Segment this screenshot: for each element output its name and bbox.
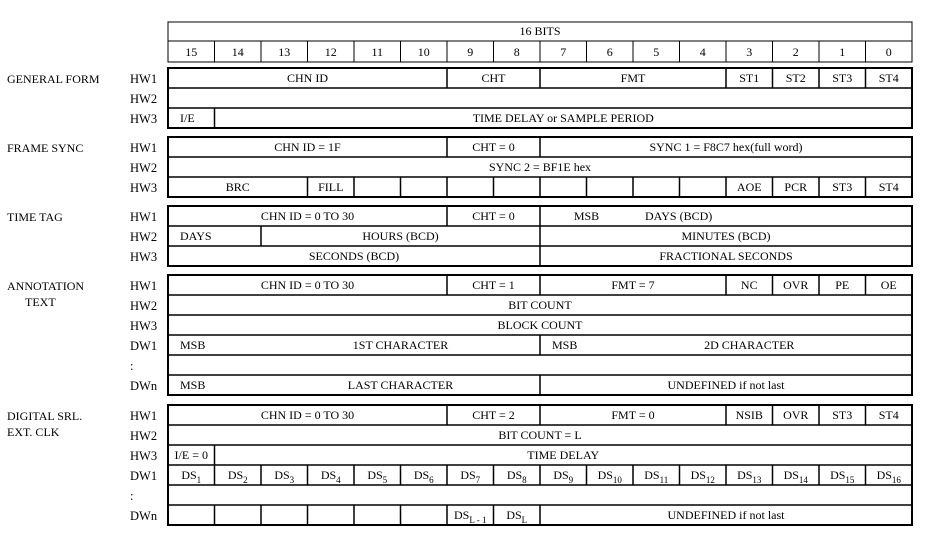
field-label — [226, 180, 250, 194]
bit-number: 4 — [699, 45, 706, 59]
field-text: 1ST CHARACTER — [352, 338, 449, 352]
field-label — [362, 229, 438, 243]
field-text: HOURS (BCD) — [362, 229, 439, 243]
field-text: CHN ID = 0 TO 30 — [260, 209, 355, 223]
field-label — [497, 318, 583, 332]
field-label — [737, 468, 762, 485]
field-text: BIT COUNT = L — [498, 428, 582, 442]
field-text: ST4 — [878, 71, 899, 85]
header-title: 16 BITS — [519, 24, 561, 38]
row-label: DW1 — [130, 339, 158, 353]
row-label: HW3 — [130, 319, 158, 333]
field-text: UNDEFINED if not last — [667, 378, 785, 392]
field-text: MSB — [180, 338, 206, 352]
bit-number: 15 — [185, 45, 198, 59]
field-subscript: 10 — [612, 475, 622, 485]
word-row-hw2 — [130, 425, 912, 443]
field-label — [180, 229, 212, 243]
field-text: SYNC 1 = F8C7 hex(full word) — [649, 140, 803, 154]
row-label: HW1 — [130, 72, 158, 86]
field-label — [507, 468, 527, 485]
field-label — [668, 508, 786, 522]
field-text: DS — [876, 468, 892, 482]
field-label — [228, 468, 248, 485]
field-label — [879, 408, 899, 422]
field-label — [784, 468, 809, 485]
field-label — [784, 180, 807, 194]
field-label — [181, 468, 201, 485]
field-label — [527, 448, 599, 462]
field-text: MSB — [180, 378, 206, 392]
field-label — [552, 338, 577, 352]
word-row-ellipsis — [130, 355, 912, 373]
field-text: FMT = 7 — [611, 278, 655, 292]
row-label: : — [130, 489, 134, 503]
bit-number: 9 — [467, 45, 474, 59]
field-text: LAST CHARACTER — [347, 378, 454, 392]
field-text: DS — [453, 508, 470, 522]
row-label: HW1 — [130, 141, 158, 155]
field-text: DS — [181, 468, 197, 482]
field-text: MINUTES (BCD) — [681, 229, 771, 243]
section-digital-srl-ext-clk — [7, 405, 912, 525]
field-subscript: L — [521, 515, 528, 525]
field-label — [881, 278, 897, 292]
field-label — [261, 278, 354, 292]
field-label — [783, 408, 808, 422]
field-text: OE — [880, 278, 897, 292]
field-label — [611, 278, 654, 292]
field-label — [261, 408, 354, 422]
section-label: DIGITAL SRL. — [7, 409, 83, 423]
row-label: HW2 — [130, 299, 158, 313]
row-label: HW3 — [130, 250, 158, 264]
field-text: DAYS (BCD) — [645, 209, 713, 223]
field-label — [274, 468, 294, 485]
field-subscript: 16 — [891, 475, 901, 485]
section-label: GENERAL FORM — [7, 72, 100, 86]
bits-header — [168, 22, 912, 62]
word-row-hw1 — [130, 275, 897, 295]
field-subscript: 8 — [522, 475, 527, 485]
field-label — [682, 229, 771, 243]
bit-number: 10 — [417, 45, 430, 59]
field-text: ST1 — [739, 71, 760, 85]
field-text: NSIB — [735, 408, 763, 422]
field-text: DS — [274, 468, 290, 482]
field-label — [261, 209, 354, 223]
word-row-ellipsis — [130, 485, 912, 503]
field-text: ST3 — [832, 408, 853, 422]
field-text: CHT = 0 — [472, 209, 515, 223]
field-text: MSB — [552, 338, 578, 352]
field-text: ST2 — [785, 71, 806, 85]
field-text: ST3 — [832, 180, 853, 194]
bit-number: 6 — [606, 45, 613, 59]
field-text: OVR — [783, 408, 809, 422]
field-label — [879, 180, 899, 194]
field-text: DAYS — [180, 229, 212, 243]
field-label — [175, 448, 208, 462]
word-row-hw1 — [130, 68, 899, 88]
bit-number: 14 — [231, 45, 244, 59]
word-row-hw1 — [130, 137, 803, 157]
field-label — [318, 180, 343, 194]
field-label — [830, 468, 855, 485]
field-text: ST3 — [832, 71, 853, 85]
field-text: DS — [506, 468, 523, 482]
field-label — [598, 468, 623, 485]
field-label — [180, 111, 195, 125]
field-label — [574, 209, 599, 223]
field-text: CHN ID — [287, 71, 328, 85]
row-label: HW2 — [130, 429, 158, 443]
field-label — [309, 249, 399, 263]
word-row-hw3 — [130, 108, 912, 128]
word-row-hw2 — [130, 226, 912, 246]
field-subscript: L - 1 — [469, 515, 487, 525]
field-text: TIME DELAY — [527, 448, 600, 462]
field-subscript: 9 — [568, 475, 574, 485]
row-label: DWn — [130, 379, 158, 393]
field-label — [741, 278, 758, 292]
field-label — [739, 71, 759, 85]
field-text: CHT — [481, 71, 506, 85]
bit-number: 12 — [324, 45, 337, 59]
field-subscript: 1 — [196, 475, 202, 485]
section-general-form — [7, 68, 912, 128]
field-text: SYNC 2 = BF1E hex — [488, 160, 592, 174]
word-row-dw1 — [130, 465, 912, 485]
bit-number: 2 — [792, 45, 799, 59]
field-text: UNDEFINED if not last — [667, 508, 785, 522]
field-text: 2D CHARACTER — [704, 338, 795, 352]
field-text: DS — [320, 468, 337, 482]
section-frame-sync — [7, 137, 912, 197]
field-label — [644, 468, 668, 485]
field-text: ST4 — [878, 180, 899, 194]
field-text: DS — [413, 468, 430, 482]
field-label — [460, 468, 480, 485]
word-row-dw1 — [130, 335, 912, 355]
section-label: EXT. CLK — [7, 425, 60, 439]
field-label — [832, 180, 852, 194]
field-subscript: 13 — [752, 475, 762, 485]
field-label — [353, 338, 448, 352]
field-label — [472, 408, 515, 422]
field-label — [454, 508, 487, 525]
field-text: I/E — [180, 111, 195, 125]
section-label: TEXT — [25, 295, 56, 309]
field-text: SECONDS (BCD) — [308, 249, 400, 263]
word-row-hw1 — [130, 206, 712, 226]
word-row-hw3 — [130, 246, 912, 266]
field-text: DS — [644, 468, 660, 482]
field-label — [704, 338, 794, 352]
field-text: FRACTIONAL SECONDS — [659, 249, 793, 263]
bit-number: 13 — [278, 45, 291, 59]
word-row-hw3 — [130, 315, 912, 333]
field-label — [472, 278, 515, 292]
field-text: DS — [690, 468, 706, 482]
row-label: HW2 — [130, 161, 158, 175]
field-subscript: 3 — [289, 475, 295, 485]
field-text: BRC — [225, 180, 250, 194]
bit-number: 8 — [513, 45, 520, 59]
field-text: FMT — [620, 71, 646, 85]
bit-number: 7 — [560, 45, 567, 59]
field-subscript: 2 — [243, 475, 248, 485]
field-subscript: 14 — [798, 475, 808, 485]
field-text: CHT = 2 — [472, 408, 515, 422]
field-text: OVR — [783, 278, 809, 292]
field-text: MSB — [573, 209, 600, 223]
field-label — [508, 298, 572, 312]
field-text: CHN ID = 1F — [274, 140, 341, 154]
row-label: HW3 — [130, 181, 158, 195]
field-text: DS — [227, 468, 244, 482]
field-text: DS — [830, 468, 846, 482]
field-text: NC — [740, 278, 758, 292]
row-label: HW1 — [130, 409, 158, 423]
field-text: CHT = 0 — [472, 140, 515, 154]
section-annotation-text — [7, 275, 912, 395]
field-subscript: 6 — [429, 475, 434, 485]
row-label: HW1 — [130, 210, 158, 224]
bit-number: 5 — [653, 45, 660, 59]
field-label — [472, 140, 515, 154]
field-label — [786, 71, 806, 85]
field-text: DS — [367, 468, 383, 482]
section-label: ANNOTATION — [7, 279, 85, 293]
field-label — [367, 468, 387, 485]
field-label — [321, 468, 341, 485]
row-label: HW3 — [130, 449, 158, 463]
bit-number: 3 — [746, 45, 753, 59]
field-label — [473, 111, 654, 125]
word-row-dwn — [130, 375, 912, 395]
field-subscript: 15 — [845, 475, 855, 485]
row-label: : — [130, 359, 134, 373]
field-text: BLOCK COUNT — [497, 318, 583, 332]
field-subscript: 5 — [382, 475, 388, 485]
field-text: ST4 — [878, 408, 899, 422]
field-text: CHT = 1 — [472, 278, 515, 292]
field-label — [611, 408, 654, 422]
field-text: TIME DELAY or SAMPLE PERIOD — [472, 111, 654, 125]
field-text: DS — [783, 468, 799, 482]
field-label — [783, 278, 808, 292]
field-label — [877, 468, 902, 485]
field-text: BIT COUNT — [508, 298, 572, 312]
field-text: CHN ID = 0 TO 30 — [260, 408, 355, 422]
field-text: AOE — [736, 180, 762, 194]
field-label — [498, 428, 581, 442]
row-label: HW1 — [130, 279, 158, 293]
bit-number: 11 — [371, 45, 384, 59]
field-label — [274, 140, 341, 154]
field-label — [489, 160, 591, 174]
field-label — [832, 408, 852, 422]
field-label — [736, 408, 763, 422]
field-text: I/E = 0 — [174, 448, 208, 462]
field-label — [414, 468, 434, 485]
field-label — [835, 278, 849, 292]
field-text: DS — [737, 468, 753, 482]
row-label: HW3 — [130, 112, 158, 126]
field-label — [180, 378, 205, 392]
field-text: DS — [597, 468, 613, 482]
section-time-tag — [7, 206, 912, 266]
field-label — [287, 71, 328, 85]
field-label — [621, 71, 646, 85]
field-text: DS — [460, 468, 476, 482]
row-label: HW2 — [130, 230, 158, 244]
field-label — [645, 209, 712, 223]
field-text: PE — [835, 278, 850, 292]
section-label: TIME TAG — [7, 210, 63, 224]
row-label: DWn — [130, 509, 158, 523]
field-label — [691, 468, 715, 485]
field-text: DS — [506, 508, 522, 522]
row-label: HW2 — [130, 92, 158, 106]
section-label: FRAME SYNC — [7, 141, 84, 155]
word-row-hw2 — [130, 88, 912, 106]
field-label — [832, 71, 852, 85]
word-row-hw1 — [130, 405, 899, 425]
word-row-hw2 — [130, 157, 912, 175]
word-row-hw2 — [130, 295, 912, 313]
field-subscript: 4 — [336, 475, 341, 485]
field-label — [879, 71, 899, 85]
field-label — [649, 140, 802, 154]
field-label — [668, 378, 786, 392]
word-row-hw3 — [130, 177, 912, 197]
field-label — [506, 508, 527, 525]
field-label — [472, 209, 515, 223]
field-subscript: 12 — [705, 475, 715, 485]
bit-number: 1 — [839, 45, 846, 59]
field-label — [659, 249, 792, 263]
field-text: DS — [553, 468, 569, 482]
field-text: CHN ID = 0 TO 30 — [260, 278, 355, 292]
row-label: DW1 — [130, 469, 158, 483]
field-label — [180, 338, 205, 352]
field-label — [482, 71, 507, 85]
field-subscript: 11 — [659, 475, 669, 485]
field-label — [348, 378, 453, 392]
field-label — [553, 468, 573, 485]
word-row-dwn — [130, 505, 912, 525]
field-text: FILL — [318, 180, 344, 194]
bit-number: 0 — [885, 45, 892, 59]
field-text: FMT = 0 — [611, 408, 655, 422]
field-subscript: 7 — [475, 475, 481, 485]
word-row-hw3 — [130, 445, 912, 465]
field-label — [737, 180, 762, 194]
field-text: PCR — [784, 180, 808, 194]
